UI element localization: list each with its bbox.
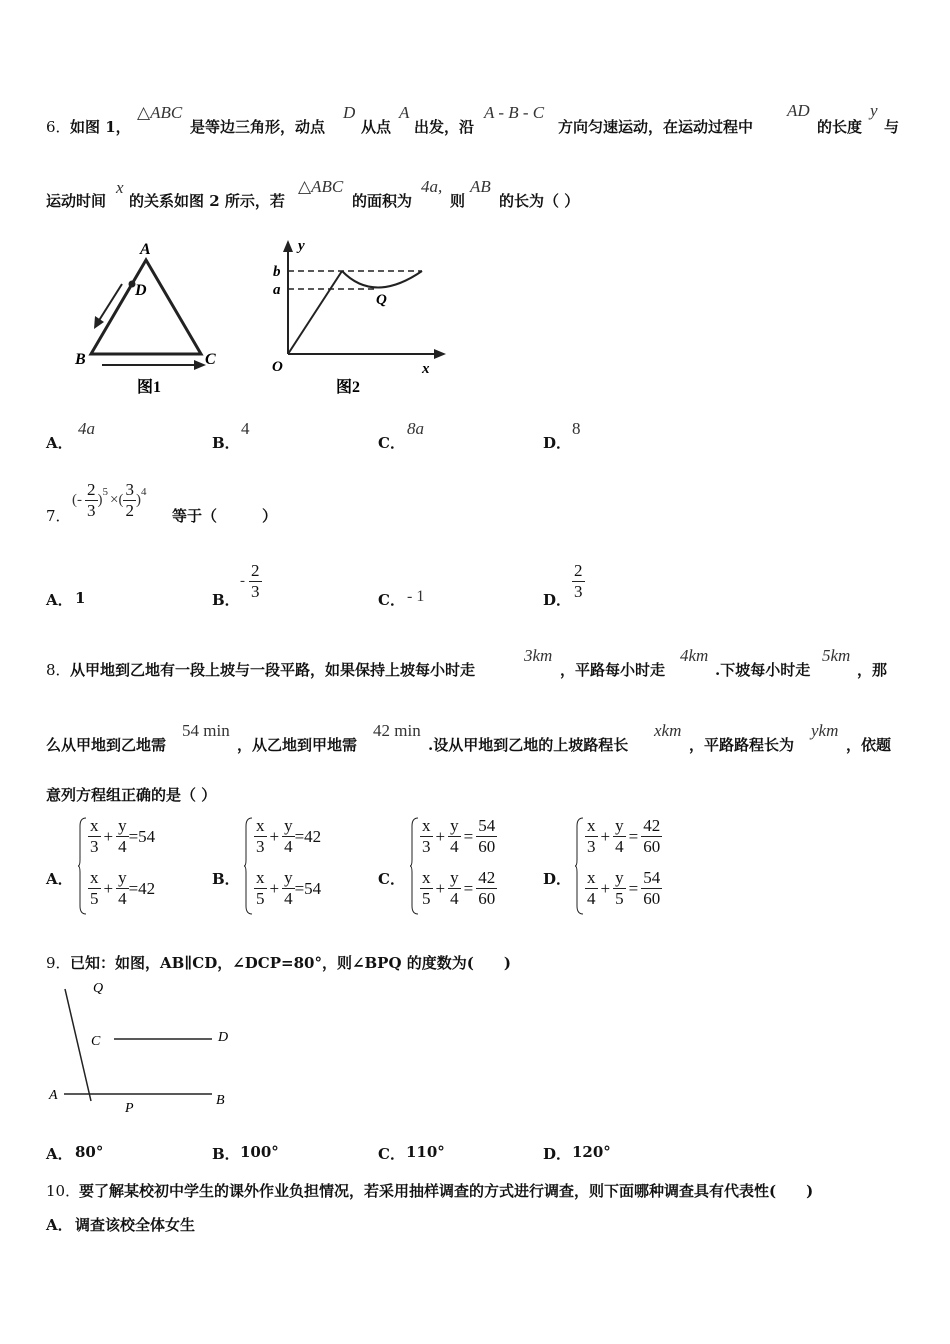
q8-speed-up: 3km [524, 646, 553, 665]
fig-label-c: C [91, 1034, 101, 1049]
equals-sign: = [463, 878, 474, 898]
fig-label-b: B [216, 1093, 225, 1108]
q6-segment-ab: AB [470, 177, 491, 196]
q8-c-r1-x-den: 3 [422, 837, 431, 856]
fig-label-p: P [125, 1101, 134, 1116]
q8-d-r1-y [613, 816, 626, 857]
q8-b-r2-y-den: 4 [284, 889, 293, 908]
q9-option-a-value: 80° [75, 1143, 104, 1161]
q6-point-a: A [399, 103, 410, 122]
q6-segment-ad: AD [787, 101, 810, 120]
q8-option-b-row-2 [254, 868, 321, 909]
q8-c-r2-rhs-den: 60 [478, 889, 496, 908]
q6-text-6: 的长度 [817, 118, 863, 136]
q7-option-b-den: 3 [251, 582, 260, 601]
q8-b-r1-y [282, 816, 295, 857]
q8-c-r2-x-num: x [422, 868, 431, 887]
q8-c-r2-y [448, 868, 461, 909]
q8-text-6: ，从乙地到甲地需 [237, 736, 358, 754]
q8-c-r1-rhs-den: 60 [478, 837, 496, 856]
arrow-ab-line [98, 284, 122, 322]
q8-a-r1-y-num: y [118, 816, 127, 835]
fig2-label-o: O [272, 359, 283, 375]
q8-var-xkm: xkm [654, 721, 682, 740]
q7-frac2-num: 3 [125, 480, 134, 499]
equals-sign: = [628, 878, 639, 898]
plus-sign: + [103, 878, 114, 898]
q6-option-b-label: B． [212, 434, 240, 452]
q8-option-a-brace [78, 816, 88, 916]
q6-option-c-value: 8a [407, 419, 424, 438]
equals-sign: = [628, 826, 639, 846]
q6-text-11: 则 [450, 192, 466, 210]
fig2-x-arrow [434, 349, 446, 359]
arrow-ab-head [94, 316, 104, 329]
q9-number: 9． [46, 954, 71, 972]
plus-sign: + [103, 826, 114, 846]
q7-exponent-2: 4 [140, 486, 147, 498]
q6-text-4: 出发，沿 [414, 118, 475, 136]
fig2-line-segment [288, 271, 342, 354]
q8-option-b-system [244, 816, 374, 916]
q8-text-8: ，平路路程长为 [689, 736, 795, 754]
q8-b-r1-y-den: 4 [284, 837, 293, 856]
fig2-label-y: y [298, 238, 305, 254]
q8-b-r1-y-num: y [284, 816, 293, 835]
fig2-label-a: a [273, 282, 281, 298]
q8-a-r1-x-num: x [90, 816, 99, 835]
q8-option-b-brace [244, 816, 254, 916]
q8-c-r2-rhs [476, 868, 497, 909]
q10-text: 要了解某校初中学生的课外作业负担情况，若采用抽样调查的方式进行调查，则下面哪种调查具有代表性( ) [79, 1182, 814, 1200]
q7-option-d-fraction [572, 561, 585, 602]
q6-triangle-abc-2: △ABC [298, 177, 344, 196]
fig2-caption: 图2 [336, 379, 361, 396]
q8-text-7: .设从甲地到乙地的上坡路程长 [428, 736, 629, 754]
fig2-label-q: Q [376, 292, 387, 308]
q6-point-d: D [343, 103, 356, 122]
q9-figure [40, 975, 240, 1120]
q7-number: 7． [46, 507, 71, 525]
q8-text-5: 么从甲地到乙地需 [46, 736, 167, 754]
q8-option-d-row-2 [585, 868, 662, 909]
q6-option-b-value: 4 [241, 419, 250, 438]
q8-speed-down: 5km [822, 646, 851, 665]
q6-var-x: x [116, 178, 124, 197]
q8-d-r2-y-den: 5 [615, 889, 624, 908]
q8-d-r2-rhs-den: 60 [643, 889, 661, 908]
fig1-caption: 图1 [137, 379, 162, 396]
q8-b-r1-x [254, 816, 267, 857]
q6-text-1: 如图 1， [70, 118, 131, 136]
q6-triangle-abc: △ABC [137, 103, 183, 122]
q7-option-d-num: 2 [574, 561, 583, 580]
q7-expression: (- $\frac{2}{3}$ ) $^5$ ×( $\frac{3}{2}$ ) $^4$ [72, 480, 147, 520]
q8-a-r2-y-num: y [118, 868, 127, 887]
q6-option-a-value: 4a [78, 419, 95, 438]
q7-fraction-2 [123, 480, 136, 521]
q8-text-4: ，那 [857, 661, 888, 679]
plus-sign: + [600, 878, 611, 898]
q8-time-2: 42 min [373, 721, 421, 740]
q7-frac2-den: 2 [125, 501, 134, 520]
q8-a-r1-rhs: =54 [128, 826, 156, 846]
q8-d-r1-y-den: 4 [615, 837, 624, 856]
q9-option-b-value: 100° [240, 1143, 279, 1161]
q7-option-b-fraction [249, 561, 262, 602]
plus-sign: + [435, 826, 446, 846]
q8-speed-flat: 4km [680, 646, 709, 665]
q10-option-a-label: A． [46, 1216, 73, 1234]
q8-option-a-label: A． [46, 870, 73, 888]
fig1-label-d: D [135, 282, 147, 299]
q8-text-9: ，依题 [846, 736, 892, 754]
q6-option-d-value: 8 [572, 419, 581, 438]
q8-number: 8． [46, 661, 71, 679]
q8-c-r1-y-den: 4 [450, 837, 459, 856]
q8-a-r1-x-den: 3 [90, 837, 99, 856]
plus-sign: + [435, 878, 446, 898]
q8-b-r2-rhs: =54 [294, 878, 322, 898]
fig-label-q: Q [93, 981, 104, 996]
q8-text-2: ，平路每小时走 [560, 661, 666, 679]
fig-label-a: A [49, 1088, 58, 1103]
q6-text-5: 方向匀速运动，在运动过程中 [558, 118, 754, 136]
q8-c-r2-x [420, 868, 433, 909]
q8-c-r1-rhs-num: 54 [478, 816, 496, 835]
q8-option-d-brace [575, 816, 585, 916]
q6-text-9: 的关系如图 2 所示，若 [129, 192, 285, 210]
q8-time-1: 54 min [182, 721, 230, 740]
q6-option-c-label: C． [378, 434, 405, 452]
q8-option-c-label: C． [378, 870, 405, 888]
q8-c-r1-y [448, 816, 461, 857]
q7-exponent-1: 5 [102, 486, 108, 498]
q8-d-r1-x [585, 816, 598, 857]
q7-option-b-value [240, 561, 262, 602]
q9-option-c-value: 110° [406, 1143, 445, 1161]
q7-frac1-den: 3 [87, 501, 96, 520]
q7-option-b-num: 2 [251, 561, 260, 580]
q6-text-10: 的面积为 [352, 192, 413, 210]
q9-option-c-label: C． [378, 1145, 405, 1163]
q6-text-3: 从点 [361, 118, 392, 136]
q8-option-c-brace [410, 816, 420, 916]
fig1-label-a: A [140, 241, 151, 258]
q8-d-r1-y-num: y [615, 816, 624, 835]
q8-option-c-row-2 [420, 868, 497, 909]
q7-frac1-num: 2 [87, 480, 96, 499]
q8-c-r2-y-num: y [450, 868, 459, 887]
q8-c-r1-x [420, 816, 433, 857]
q8-d-r1-rhs [641, 816, 662, 857]
q8-d-r1-x-den: 3 [587, 837, 596, 856]
q8-d-r2-y-num: y [615, 868, 624, 887]
plus-sign: + [269, 826, 280, 846]
q8-option-d-system [575, 816, 705, 916]
q8-option-c-system [410, 816, 540, 916]
q8-c-r1-y-num: y [450, 816, 459, 835]
q6-text-8: 运动时间 [46, 192, 107, 210]
q7-option-c-label: C． [378, 591, 405, 609]
q6-text-12: 的长为（ ） [499, 192, 580, 210]
q6-option-a-label: A． [46, 434, 73, 452]
q8-b-r2-y [282, 868, 295, 909]
fig2-label-x: x [422, 361, 430, 377]
q6-path: A - B - C [484, 103, 545, 122]
q7-open-paren: (- [72, 492, 82, 508]
q8-b-r1-rhs: =42 [294, 826, 322, 846]
q7-option-c-value: - 1 [407, 588, 425, 605]
q7-option-a-label: A． [46, 591, 73, 609]
q8-a-r2-y-den: 4 [118, 889, 127, 908]
q8-c-r1-rhs [476, 816, 497, 857]
q8-c-r1-x-num: x [422, 816, 431, 835]
fig1-label-b: B [75, 351, 86, 368]
q6-text-7: 与 [884, 118, 900, 136]
q8-option-a-row-1 [88, 816, 155, 857]
q9-text: 已知：如图，AB∥CD，∠DCP=80°，则∠BPQ 的度数为( ) [70, 954, 511, 972]
q8-option-b-label: B． [212, 870, 240, 888]
q8-b-r2-y-num: y [284, 868, 293, 887]
q8-a-r1-y [116, 816, 129, 857]
q8-c-r2-rhs-num: 42 [478, 868, 496, 887]
q6-option-d-label: D． [543, 434, 572, 452]
q8-option-d-row-1 [585, 816, 662, 857]
equals-sign: = [463, 826, 474, 846]
q8-a-r1-y-den: 4 [118, 837, 127, 856]
q7-text: 等于（ ） [172, 507, 278, 525]
q7-option-b-label: B． [212, 591, 240, 609]
brace-path [244, 818, 252, 914]
plus-sign: + [600, 826, 611, 846]
q8-var-ykm: ykm [811, 721, 839, 740]
q10-option-a-value: 调查该校全体女生 [75, 1216, 196, 1234]
q9-option-b-label: B． [212, 1145, 240, 1163]
q7-fraction-1 [85, 480, 98, 521]
q7-option-d-label: D． [543, 591, 572, 609]
q8-d-r2-y [613, 868, 626, 909]
fig2-curve [342, 271, 422, 288]
q6-figure-2 [266, 236, 456, 401]
q8-d-r2-x [585, 868, 598, 909]
q6-figure-1 [64, 236, 234, 401]
q8-a-r1-x [88, 816, 101, 857]
fig1-label-c: C [205, 351, 216, 368]
q8-b-r2-x-den: 5 [256, 889, 265, 908]
q6-text-2: 是等边三角形，动点 [190, 118, 326, 136]
q6-var-y: y [870, 101, 878, 120]
q7-option-a-value: 1 [75, 589, 86, 607]
q10-number: 10． [46, 1182, 81, 1200]
q7-times: ×( [110, 492, 124, 508]
q8-b-r2-x-num: x [256, 868, 265, 887]
q8-d-r1-x-num: x [587, 816, 596, 835]
q9-option-d-value: 120° [572, 1143, 611, 1161]
q8-a-r2-rhs: =42 [128, 878, 156, 898]
q8-b-r1-x-den: 3 [256, 837, 265, 856]
q8-a-r2-x-num: x [90, 868, 99, 887]
q7-option-b-sign: - [240, 573, 245, 589]
fig2-label-b: b [273, 264, 281, 280]
q8-text-3: .下坡每小时走 [715, 661, 811, 679]
brace-path [78, 818, 86, 914]
q8-d-r2-x-den: 4 [587, 889, 596, 908]
q8-option-d-label: D． [543, 870, 572, 888]
brace-path [410, 818, 418, 914]
q8-b-r1-x-num: x [256, 816, 265, 835]
q8-d-r2-rhs-num: 54 [643, 868, 661, 887]
q8-b-r2-x [254, 868, 267, 909]
plus-sign: + [269, 878, 280, 898]
line-qp [65, 989, 91, 1101]
q8-option-c-row-1 [420, 816, 497, 857]
q8-text-10: 意列方程组正确的是（ ） [46, 786, 217, 804]
q8-option-b-row-1 [254, 816, 321, 857]
q8-d-r2-rhs [641, 868, 662, 909]
q9-option-d-label: D． [543, 1145, 572, 1163]
q8-c-r2-y-den: 4 [450, 889, 459, 908]
q8-a-r2-y [116, 868, 129, 909]
q8-a-r2-x-den: 5 [90, 889, 99, 908]
q6-number: 6． [46, 118, 71, 136]
brace-path [575, 818, 583, 914]
q8-option-a-row-2 [88, 868, 155, 909]
q8-d-r1-rhs-num: 42 [643, 816, 661, 835]
q8-d-r2-x-num: x [587, 868, 596, 887]
fig-label-d: D [218, 1030, 229, 1045]
q8-c-r2-x-den: 5 [422, 889, 431, 908]
q8-d-r1-rhs-den: 60 [643, 837, 661, 856]
q6-area: 4a, [421, 177, 443, 196]
q7-option-d-value [572, 561, 585, 602]
fig2-y-arrow [283, 240, 293, 252]
q8-option-a-system [78, 816, 208, 916]
q9-option-a-label: A． [46, 1145, 73, 1163]
q7-option-d-den: 3 [574, 582, 583, 601]
q8-text-1: 从甲地到乙地有一段上坡与一段平路，如果保持上坡每小时走 [70, 661, 476, 679]
q8-a-r2-x [88, 868, 101, 909]
